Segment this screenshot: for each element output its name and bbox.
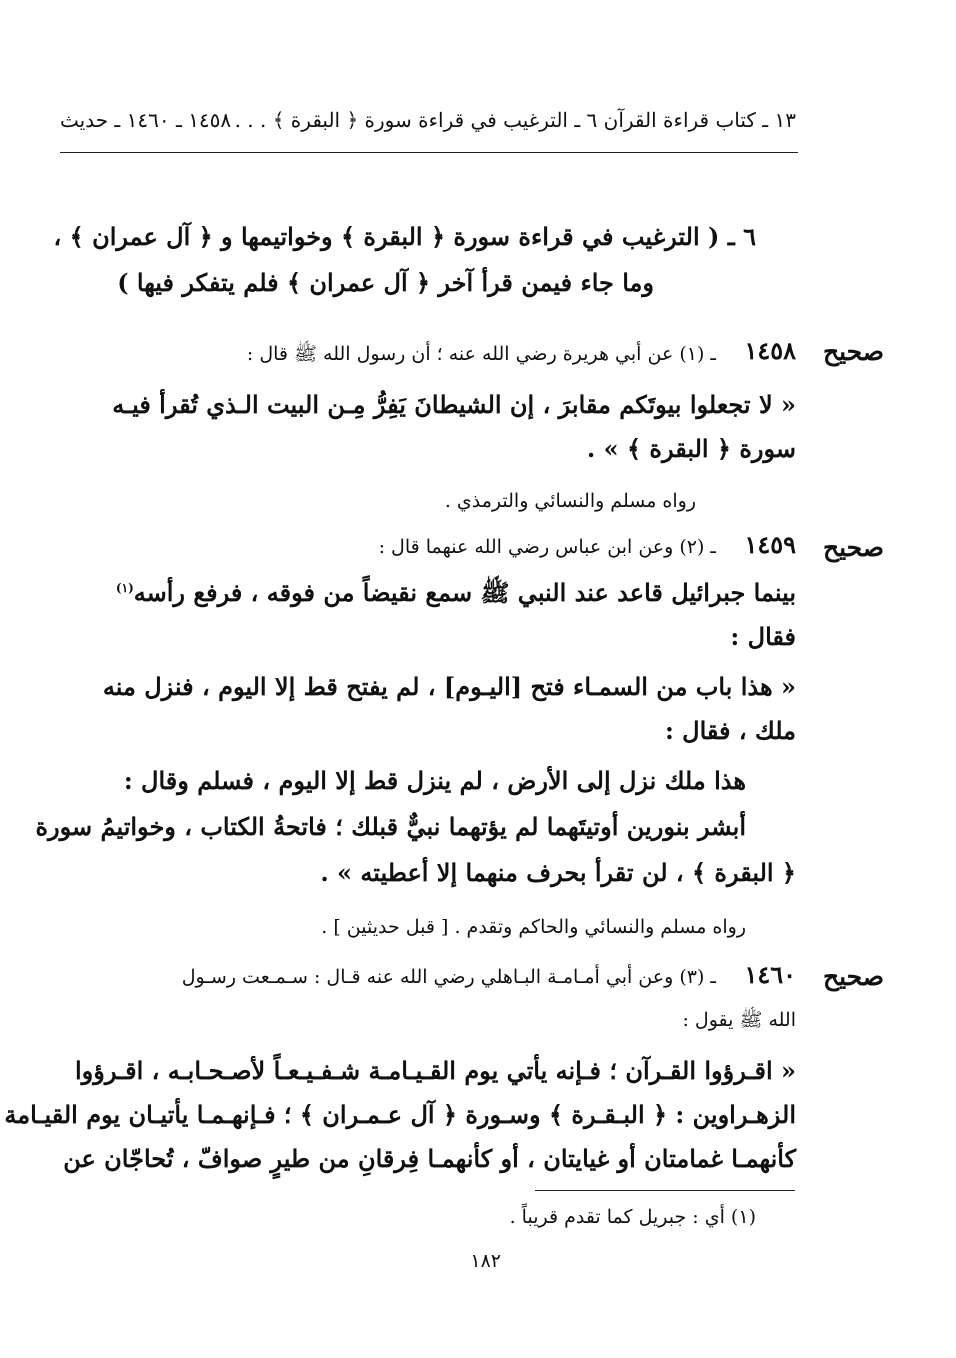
hadith-text-line: أبشر بنورين أوتيتَهما لم يؤتهما نبيٌّ قبلك ؛ فاتحةُ الكتاب ، وخواتيمُ سورة: [35, 812, 746, 841]
footnote-marker: (١): [115, 581, 134, 595]
hadith-intro: ـ (٢) وعن ابن عباس رضي الله عنهما قال :: [378, 536, 716, 558]
hadith-source: رواه مسلم والنسائي والحاكم وتقدم . [ قبل حديثين ] .: [321, 916, 746, 938]
page-number: ١٨٢: [470, 1250, 501, 1272]
hadith-intro: ـ (١) عن أبي هريرة رضي الله عنه ؛ أن رسول الله ﷺ قال :: [246, 343, 716, 365]
hadith-text-line: سورة ﴿ البقرة ﴾ » .: [586, 434, 796, 463]
hadith-text-line: [116, 578, 796, 613]
chapter-title-line2: وما جاء فيمن قرأ آخر ﴿ آل عمران ﴾ فلم يتفكر فيها ): [117, 268, 654, 297]
grade-label: صحيح: [822, 962, 884, 991]
hadith-text-line: ملك ، فقال :: [664, 716, 796, 745]
hadith-text-line: « اقـرؤوا القـرآن ؛ فـإنه يأتي يوم القـيـامـة شـفـيـعـاً لأصـحـابـه ، اقـرؤوا: [75, 1056, 796, 1085]
grade-label: صحيح: [822, 533, 884, 562]
hadith-text-line: الزهـراوين : ﴿ البـقـرة ﴾ وسـورة ﴿ آل عـمـران ﴾ ؛ فـإنهـمـا يأتيـان يوم القيـامة: [4, 1100, 796, 1129]
hadith-range: ١٤٥٨ ـ ١٤٦٠ ـ حديث: [60, 108, 232, 132]
hadith-number: ١٤٥٩: [744, 530, 796, 559]
hadith-text-line: فقال :: [730, 622, 796, 651]
hadith-intro: ـ (٣) وعن أبي أمـامـة البـاهلي رضي الله عنه قـال : سـمـعت رسـول: [181, 966, 716, 988]
footnote: (١) أي : جبريل كما تقدم قريباً .: [509, 1206, 756, 1228]
hadith-text-line: كأنهمـا غمامتان أو غيايتان ، أو كأنهمـا فِرقانِ من طيرٍ صوافّ ، تُحاجّان عن: [63, 1144, 796, 1173]
hadith-number: ١٤٦٠: [744, 960, 796, 989]
hadith-text-line: هذا ملك نزل إلى الأرض ، لم ينزل قط إلا اليوم ، فسلم وقال :: [123, 766, 746, 795]
footnote-rule: [535, 1190, 795, 1191]
hadith-text-line: « لا تجعلوا بيوتَكم مقابرَ ، إن الشيطانَ يَفِرُّ مِـن البيت الـذي تُقرأ فيـه: [112, 390, 796, 419]
running-header: ١٣ ـ كتاب قراءة القرآن ٦ ـ الترغيب في قراءة سورة ﴿ البقرة ﴾ . . .: [234, 108, 796, 132]
hadith-intro-cont: الله ﷺ يقول :: [682, 1009, 796, 1031]
hadith-source: رواه مسلم والنسائي والترمذي .: [444, 490, 696, 512]
hadith-text-segment: بينما جبرائيل قاعد عند النبي ﷺ سمع نقيضاً من فوقه ، فرفع رأسه: [133, 578, 796, 607]
hadith-number: ١٤٥٨: [744, 336, 796, 365]
grade-label: صحيح: [822, 337, 884, 366]
hadith-text-line: ﴿ البقرة ﴾ ، لن تقرأ بحرف منهما إلا أعطيته » .: [320, 858, 796, 887]
chapter-title-line1: ٦ ـ ( الترغيب في قراءة سورة ﴿ البقرة ﴾ وخواتيمها و ﴿ آل عمران ﴾ ،: [53, 222, 756, 251]
header-rule: [60, 152, 798, 153]
hadith-text-line: « هذا باب من السمـاء فتح [اليـوم] ، لم يفتح قط إلا اليوم ، فنزل منه: [102, 672, 796, 701]
